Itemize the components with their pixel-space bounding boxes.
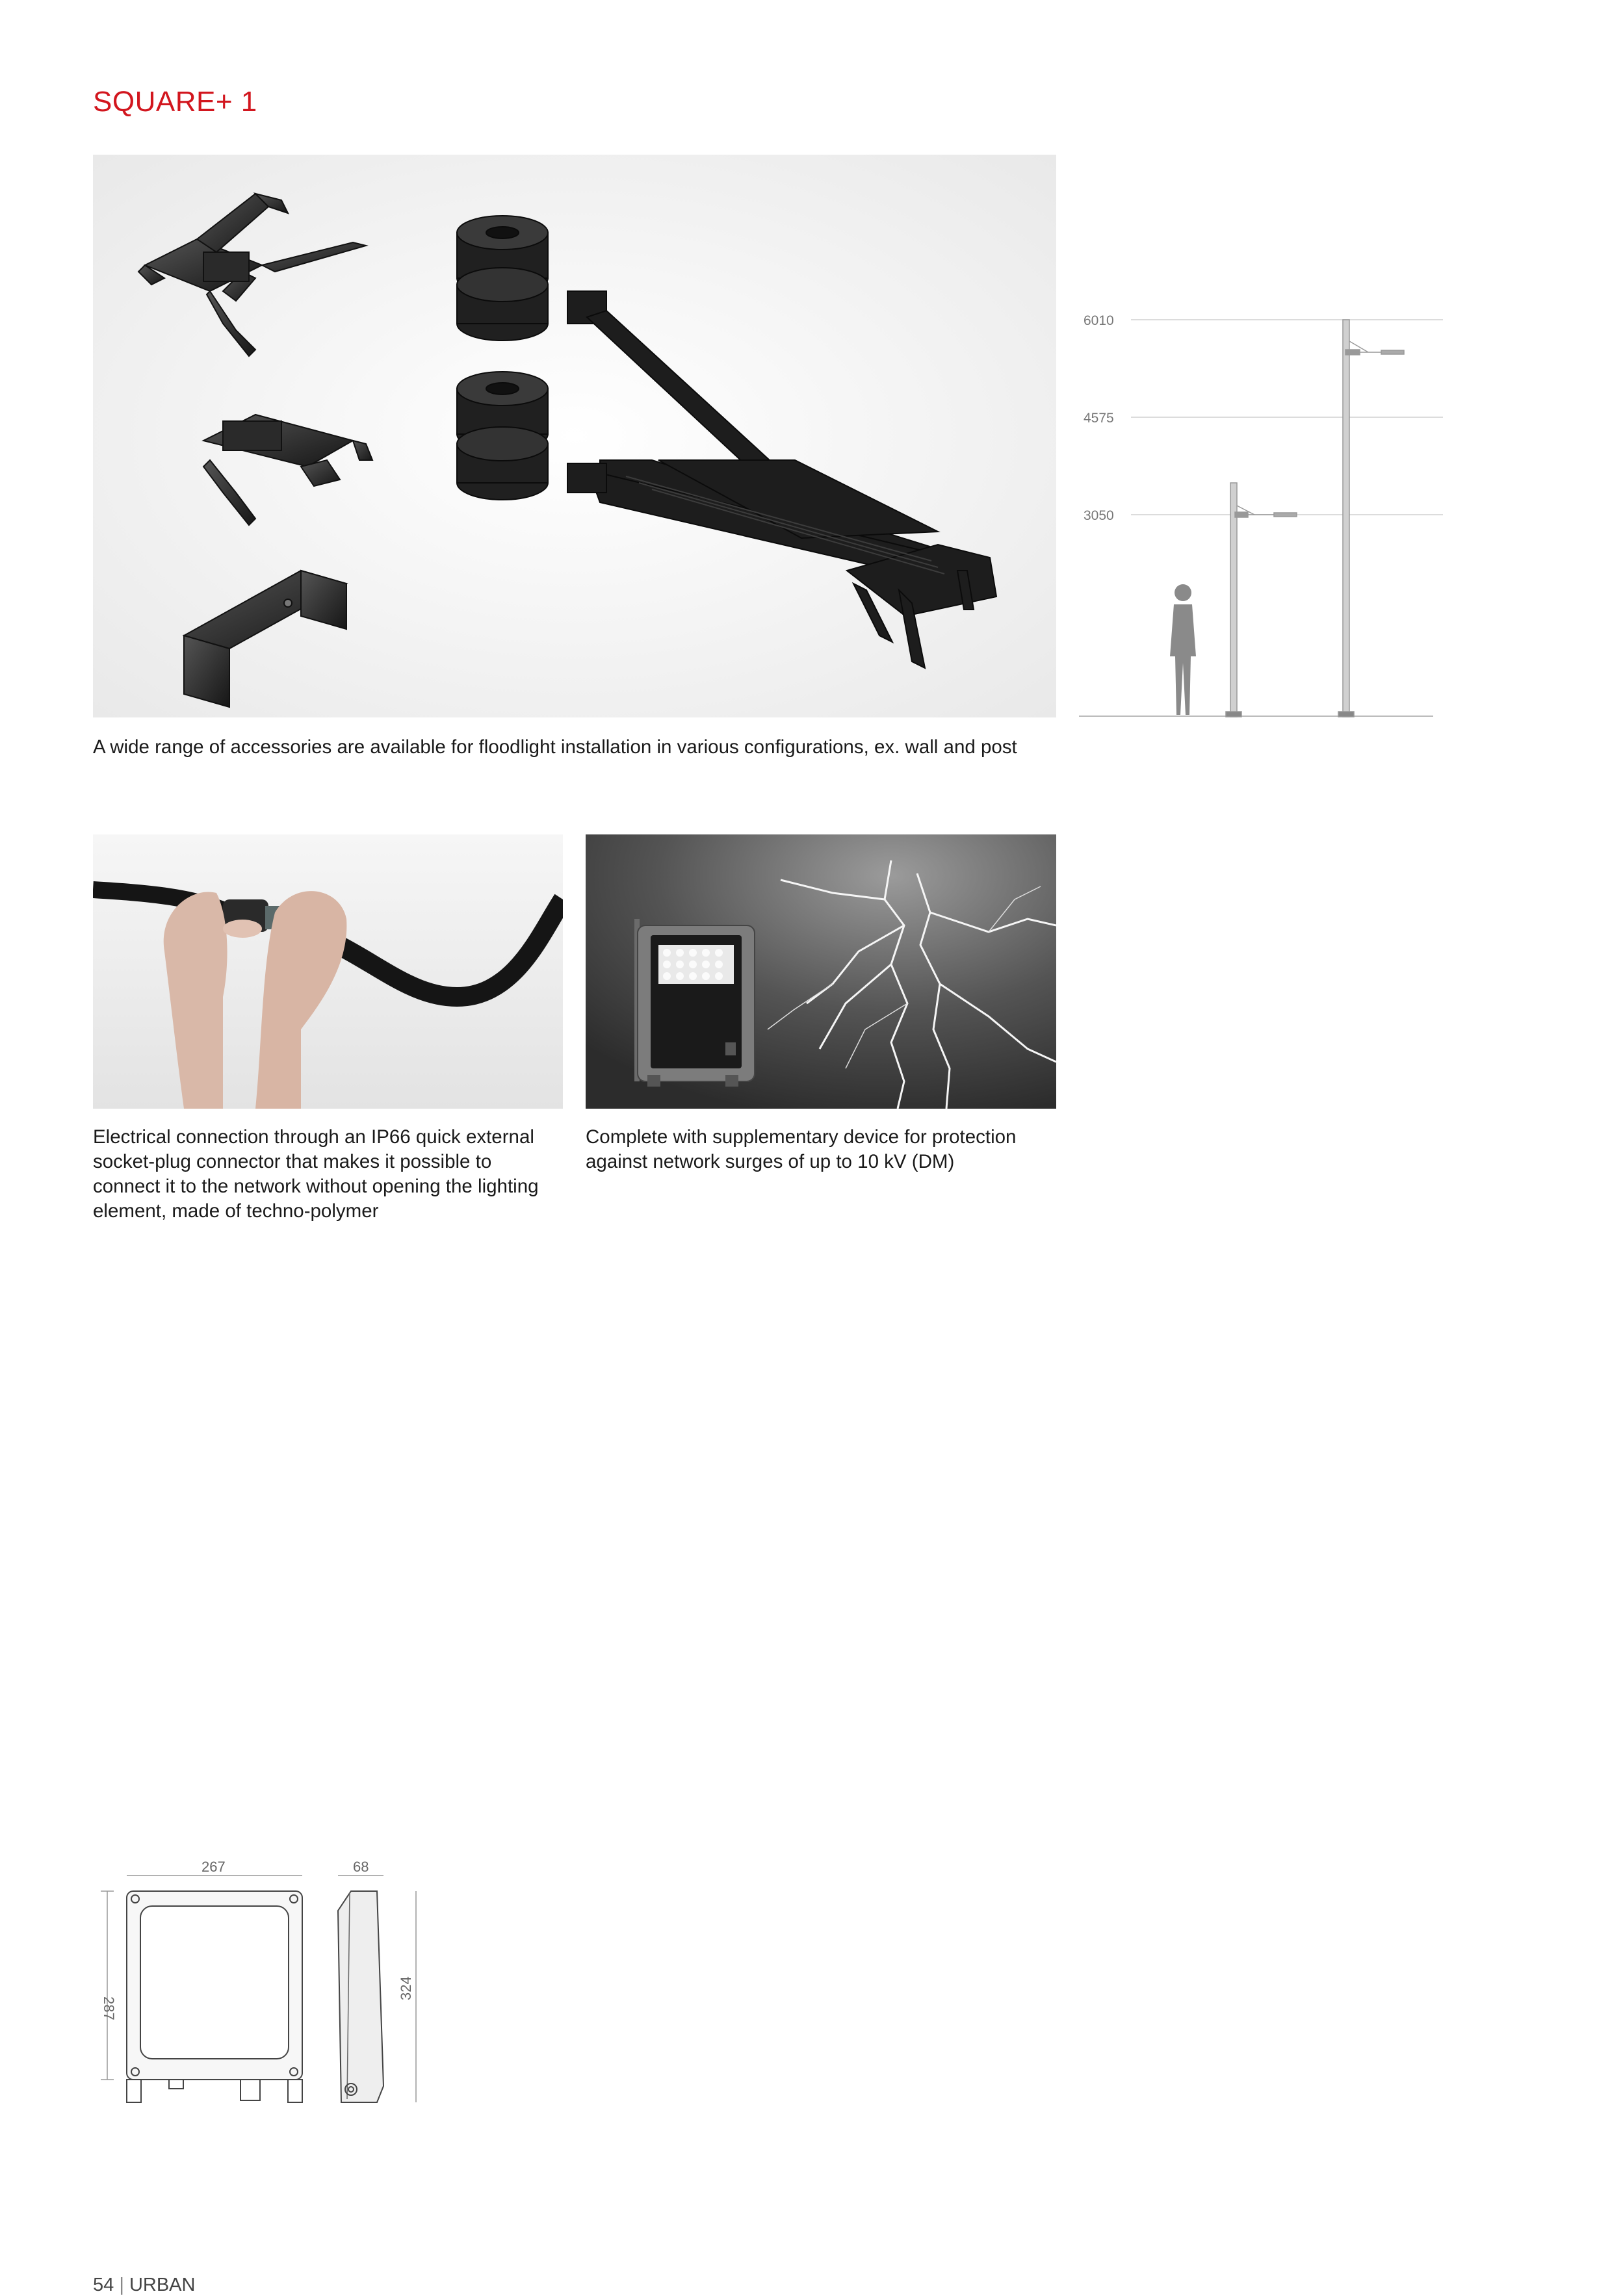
page-title: SQUARE+ 1 <box>93 86 257 118</box>
accessories-caption: A wide range of accessories are available for floodlight installation in various configurations, ex. wall and post <box>93 736 1017 758</box>
connector-caption: Electrical connection through an IP66 quick external socket-plug connector that makes it possible to connect it to the network without opening the lighting element, made of techno-polymer <box>93 1126 539 1222</box>
height-label-3050: 3050 <box>1084 508 1114 523</box>
footer-separator: | <box>119 2275 124 2295</box>
surge-caption: Complete with supplementary device for protection against network surges of up to 10 kV (DM) <box>586 1126 1017 1172</box>
dimension-drawing <box>91 1852 429 2112</box>
page-number: 54 <box>93 2275 114 2295</box>
front-view-drawing <box>127 1891 302 2102</box>
pole-tall <box>1338 320 1404 717</box>
page-footer <box>93 2275 195 2296</box>
pole-short <box>1226 483 1297 717</box>
floodlight-photo-fixture <box>634 919 755 1087</box>
surge-protection-photo <box>586 834 1056 1109</box>
side-view-drawing <box>338 1891 383 2102</box>
section-name: URBAN <box>129 2275 196 2295</box>
dim-depth: 68 <box>353 1859 369 1875</box>
accessories-image <box>93 155 1056 717</box>
pole-height-diagram <box>1079 305 1443 721</box>
height-label-4575: 4575 <box>1084 411 1114 426</box>
height-label-6010: 6010 <box>1084 313 1114 328</box>
person-silhouette <box>1170 584 1196 715</box>
dim-width: 267 <box>201 1859 226 1875</box>
dim-height-front: 287 <box>101 1996 117 2020</box>
dim-height-side: 324 <box>398 1976 414 2000</box>
connector-photo <box>93 834 563 1109</box>
